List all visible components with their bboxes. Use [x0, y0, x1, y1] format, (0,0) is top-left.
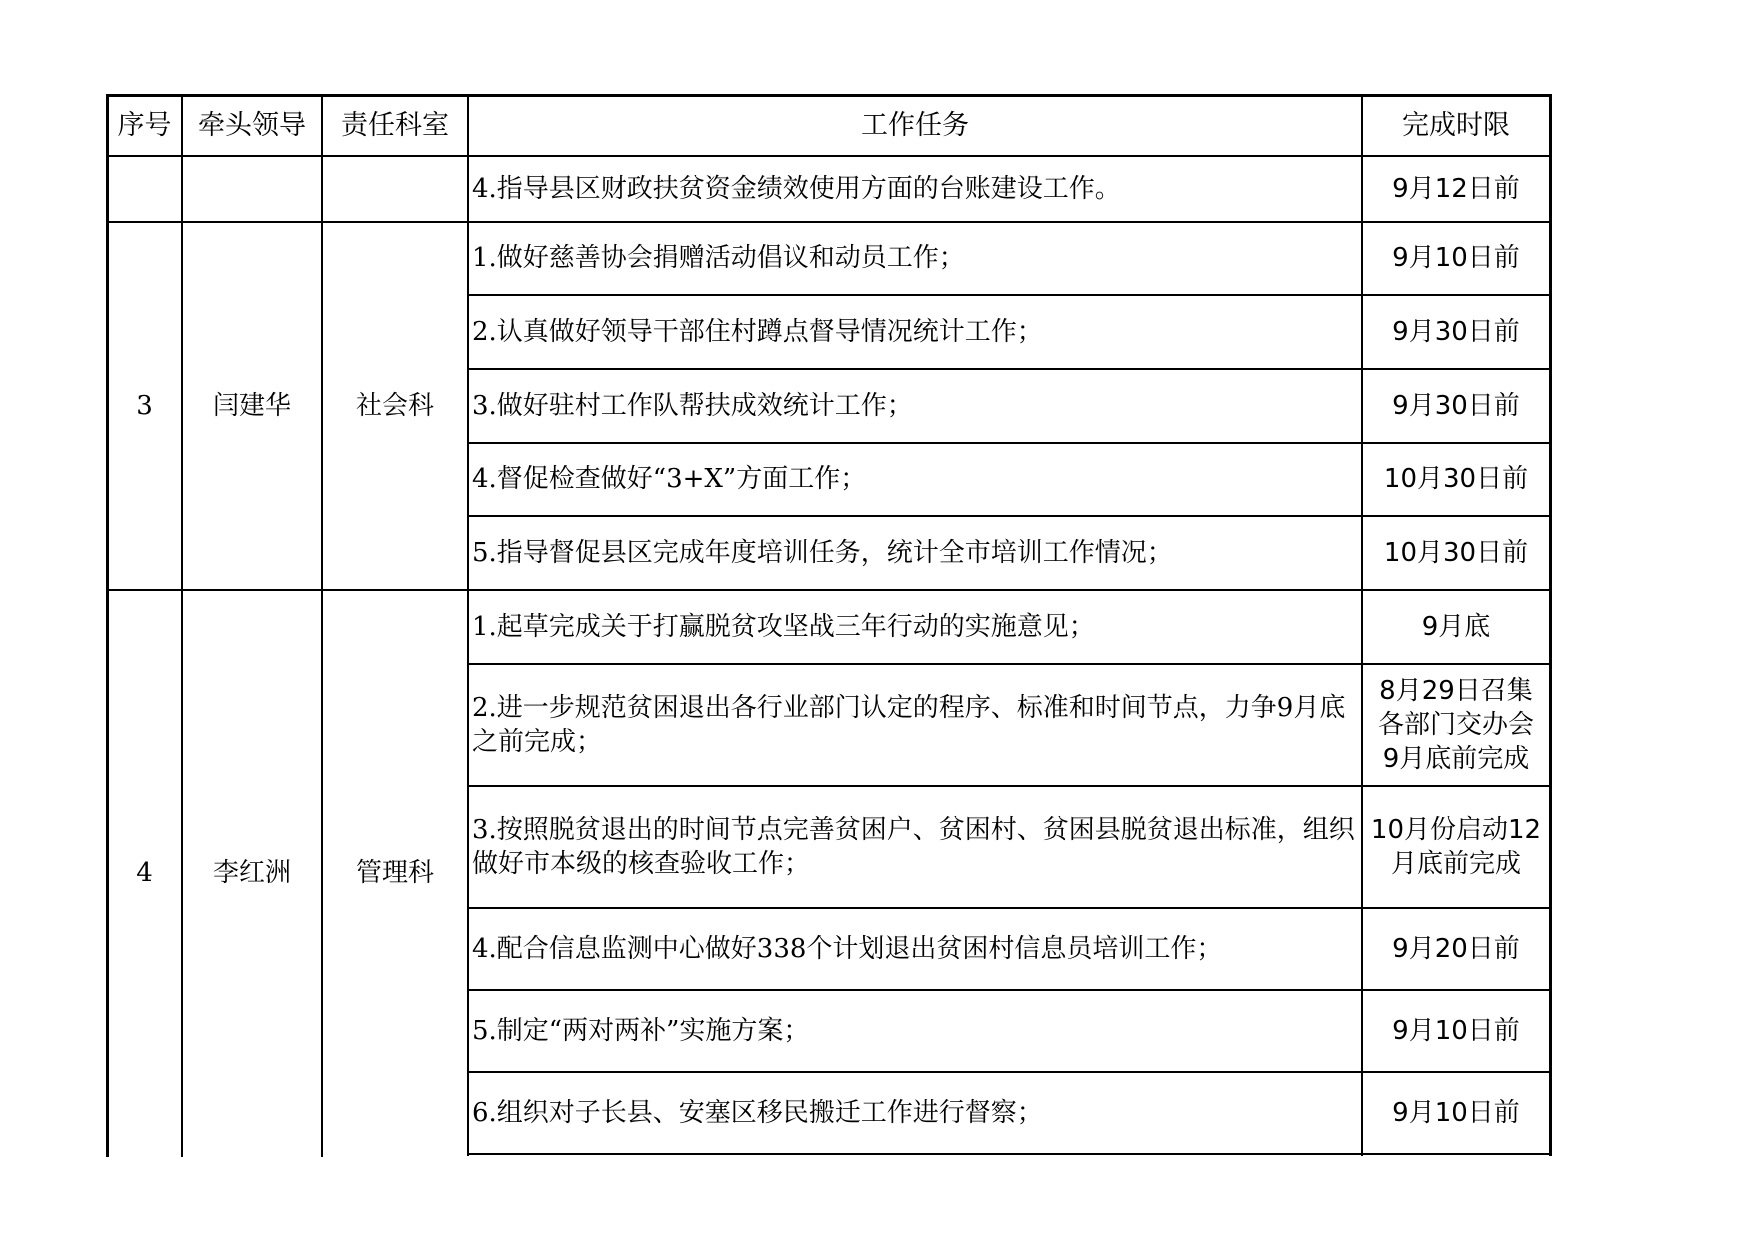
column-divider [321, 94, 323, 1157]
row-divider [467, 989, 1552, 991]
deadline-cell: 10月30日前 [1383, 464, 1529, 495]
deadline-cell: 9月底 [1421, 611, 1491, 642]
row-divider [467, 294, 1552, 296]
header-deadline: 完成时限 [1402, 110, 1510, 142]
row-divider [467, 907, 1552, 909]
office-cell: 管理科 [355, 858, 434, 889]
row-divider [467, 368, 1552, 370]
table-border-right [1549, 94, 1552, 1156]
deadline-cell: 10月30日前 [1383, 537, 1529, 568]
row-divider [106, 589, 1552, 591]
task-cell: 4.指导县区财政扶贫资金绩效使用方面的台账建设工作。 [472, 173, 1121, 204]
deadline-cell: 9月20日前 [1392, 933, 1520, 964]
row-divider [467, 442, 1552, 444]
header-leader: 牵头领导 [198, 110, 306, 142]
column-divider [181, 94, 183, 1157]
deadline-cell: 8月29日召集各部门交办会9月底前完成 [1377, 675, 1534, 775]
leader-cell: 李红洲 [212, 858, 291, 889]
seq-cell: 3 [136, 390, 153, 421]
task-cell: 3.做好驻村工作队帮扶成效统计工作； [472, 390, 913, 421]
row-divider [467, 515, 1552, 517]
header-task: 工作任务 [861, 110, 969, 142]
deadline-cell: 9月30日前 [1392, 390, 1520, 421]
row-divider [467, 663, 1552, 665]
task-cell: 2.认真做好领导干部住村蹲点督导情况统计工作； [472, 316, 1043, 347]
row-divider [106, 155, 1552, 157]
task-cell: 4.督促检查做好“3+X”方面工作； [472, 464, 867, 495]
column-divider [467, 94, 469, 1156]
task-cell: 1.起草完成关于打赢脱贫攻坚战三年行动的实施意见； [472, 611, 1095, 642]
row-divider [106, 221, 1552, 223]
header-seq: 序号 [117, 110, 172, 142]
seq-cell: 4 [136, 858, 153, 889]
header-office: 责任科室 [341, 110, 449, 142]
deadline-cell: 9月12日前 [1392, 173, 1520, 204]
table-border-left [106, 94, 109, 1157]
office-cell: 社会科 [355, 390, 434, 421]
task-cell: 2.进一步规范贫困退出各行业部门认定的程序、标准和时间节点，力争9月底之前完成； [472, 692, 1346, 757]
row-divider [467, 1153, 1552, 1155]
deadline-cell: 9月10日前 [1392, 1015, 1520, 1046]
row-divider [467, 1071, 1552, 1073]
task-cell: 5.制定“两对两补”实施方案； [472, 1015, 810, 1046]
column-divider [1361, 94, 1363, 1156]
deadline-cell: 9月10日前 [1392, 1097, 1520, 1128]
task-cell: 6.组织对子长县、安塞区移民搬迁工作进行督察； [472, 1097, 1043, 1128]
task-cell: 1.做好慈善协会捐赠活动倡议和动员工作； [472, 243, 965, 274]
deadline-cell: 9月30日前 [1392, 316, 1520, 347]
deadline-cell: 10月份启动12月底前完成 [1370, 814, 1542, 879]
task-cell: 3.按照脱贫退出的时间节点完善贫困户、贫困村、贫困县脱贫退出标准，组织做好市本级的核查验收工作； [472, 814, 1355, 879]
deadline-cell: 9月10日前 [1392, 243, 1520, 274]
task-cell: 4.配合信息监测中心做好338个计划退出贫困村信息员培训工作； [472, 933, 1223, 964]
task-cell: 5.指导督促县区完成年度培训任务，统计全市培训工作情况； [472, 537, 1173, 568]
row-divider [467, 785, 1552, 787]
leader-cell: 闫建华 [212, 390, 291, 421]
